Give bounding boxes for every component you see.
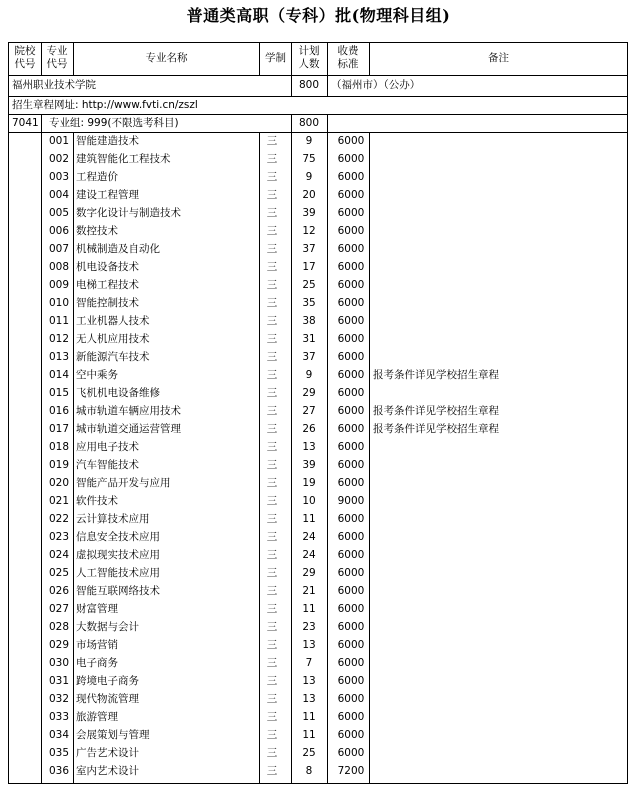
- major-name: 城市轨道车辆应用技术: [76, 405, 181, 417]
- major-code: 026: [49, 585, 70, 597]
- major-code: 031: [49, 675, 70, 687]
- major-name: 云计算技术应用: [76, 513, 150, 525]
- major-plan: 11: [302, 603, 316, 615]
- major-code: 011: [49, 315, 70, 327]
- major-fee: 6000: [337, 189, 365, 201]
- major-length: 三: [266, 225, 278, 237]
- table-row: [9, 313, 627, 331]
- major-fee: 6000: [337, 405, 365, 417]
- major-length: 三: [266, 387, 278, 399]
- major-plan: 17: [302, 261, 316, 273]
- major-code: 009: [49, 279, 70, 291]
- major-fee: 6000: [337, 477, 365, 489]
- major-plan: 7: [305, 657, 313, 669]
- major-name: 智能建造技术: [76, 135, 139, 147]
- table-row: [9, 133, 627, 151]
- major-code: 034: [49, 729, 70, 741]
- major-plan: 35: [302, 297, 316, 309]
- table-row: [9, 277, 627, 295]
- table-row: [9, 511, 627, 529]
- major-code: 012: [49, 333, 70, 345]
- table-row: [9, 223, 627, 241]
- major-fee: 6000: [337, 729, 365, 741]
- table-row: [9, 295, 627, 313]
- major-fee: 6000: [337, 441, 365, 453]
- major-name: 电子商务: [76, 657, 118, 669]
- major-plan: 9: [305, 369, 313, 381]
- major-plan: 25: [302, 279, 316, 291]
- table-row: [9, 457, 627, 475]
- major-length: 三: [266, 405, 278, 417]
- major-length: 三: [266, 423, 278, 435]
- major-length: 三: [266, 711, 278, 723]
- major-name: 建筑智能化工程技术: [76, 153, 171, 165]
- header-school-code: 院校代号: [14, 45, 36, 70]
- major-fee: 6000: [337, 621, 365, 633]
- major-length: 三: [266, 657, 278, 669]
- table-row: [9, 367, 627, 385]
- admission-table: [8, 42, 628, 784]
- major-fee: 6000: [337, 567, 365, 579]
- table-row: [9, 655, 627, 673]
- major-plan: 25: [302, 747, 316, 759]
- major-fee: 9000: [337, 495, 365, 507]
- header-length: 学制: [265, 52, 286, 64]
- major-note: 报考条件详见学校招生章程: [373, 423, 499, 435]
- col-divider: [327, 43, 328, 96]
- table-row: [9, 241, 627, 259]
- major-name: 旅游管理: [76, 711, 118, 723]
- website-divider: [9, 96, 627, 97]
- major-length: 三: [266, 585, 278, 597]
- major-name: 虚拟现实技术应用: [76, 549, 160, 561]
- major-fee: 6000: [337, 657, 365, 669]
- major-fee: 6000: [337, 639, 365, 651]
- major-fee: 6000: [337, 135, 365, 147]
- table-row: [9, 727, 627, 745]
- group-plan: 800: [298, 117, 320, 129]
- major-plan: 39: [302, 207, 316, 219]
- major-code: 027: [49, 603, 70, 615]
- major-length: 三: [266, 549, 278, 561]
- major-name: 信息安全技术应用: [76, 531, 160, 543]
- major-length: 三: [266, 567, 278, 579]
- table-row: [9, 403, 627, 421]
- table-row: [9, 637, 627, 655]
- major-code: 005: [49, 207, 70, 219]
- major-code: 033: [49, 711, 70, 723]
- major-plan: 23: [302, 621, 316, 633]
- major-plan: 37: [302, 243, 316, 255]
- table-row: [9, 565, 627, 583]
- major-name: 现代物流管理: [76, 693, 139, 705]
- major-name: 工程造价: [76, 171, 118, 183]
- major-plan: 24: [302, 549, 316, 561]
- header-major-name: 专业名称: [145, 52, 188, 64]
- major-name: 跨境电子商务: [76, 675, 139, 687]
- major-plan: 11: [302, 729, 316, 741]
- major-name: 人工智能技术应用: [76, 567, 160, 579]
- major-code: 030: [49, 657, 70, 669]
- table-row: [9, 601, 627, 619]
- table-row: [9, 187, 627, 205]
- table-row: [9, 331, 627, 349]
- major-name: 工业机器人技术: [76, 315, 150, 327]
- major-name: 飞机机电设备维修: [76, 387, 160, 399]
- major-length: 三: [266, 621, 278, 633]
- group-label: 专业组: 999(不限选考科目): [49, 117, 179, 129]
- major-fee: 7200: [337, 765, 365, 777]
- major-fee: 6000: [337, 261, 365, 273]
- major-name: 应用电子技术: [76, 441, 139, 453]
- major-plan: 26: [302, 423, 316, 435]
- major-fee: 6000: [337, 711, 365, 723]
- major-plan: 9: [305, 135, 313, 147]
- major-fee: 6000: [337, 207, 365, 219]
- major-name: 广告艺术设计: [76, 747, 139, 759]
- major-code: 001: [49, 135, 70, 147]
- major-name: 会展策划与管理: [76, 729, 150, 741]
- table-row: [9, 583, 627, 601]
- table-row: [9, 493, 627, 511]
- major-code: 008: [49, 261, 70, 273]
- major-fee: 6000: [337, 459, 365, 471]
- school-name: 福州职业技术学院: [12, 79, 96, 91]
- major-fee: 6000: [337, 153, 365, 165]
- major-length: 三: [266, 441, 278, 453]
- major-code: 017: [49, 423, 70, 435]
- major-code: 020: [49, 477, 70, 489]
- major-fee: 6000: [337, 279, 365, 291]
- table-row: [9, 475, 627, 493]
- major-length: 三: [266, 369, 278, 381]
- major-plan: 38: [302, 315, 316, 327]
- major-plan: 24: [302, 531, 316, 543]
- major-fee: 6000: [337, 297, 365, 309]
- major-fee: 6000: [337, 351, 365, 363]
- major-length: 三: [266, 765, 278, 777]
- major-plan: 19: [302, 477, 316, 489]
- major-note: 报考条件详见学校招生章程: [373, 405, 499, 417]
- major-length: 三: [266, 603, 278, 615]
- major-name: 新能源汽车技术: [76, 351, 150, 363]
- major-length: 三: [266, 729, 278, 741]
- major-plan: 39: [302, 459, 316, 471]
- major-fee: 6000: [337, 423, 365, 435]
- group-code: 7041: [12, 117, 39, 129]
- header-fee: 收费标准: [337, 45, 359, 70]
- major-code: 021: [49, 495, 70, 507]
- major-note: 报考条件详见学校招生章程: [373, 369, 499, 381]
- major-code: 006: [49, 225, 70, 237]
- major-length: 三: [266, 333, 278, 345]
- major-length: 三: [266, 693, 278, 705]
- major-length: 三: [266, 315, 278, 327]
- header-major-code: 专业代号: [46, 45, 68, 70]
- major-name: 空中乘务: [76, 369, 118, 381]
- major-plan: 8: [305, 765, 313, 777]
- table-row: [9, 691, 627, 709]
- header-plan: 计划人数: [298, 45, 320, 70]
- major-fee: 6000: [337, 243, 365, 255]
- header-divider: [9, 75, 627, 76]
- major-code: 025: [49, 567, 70, 579]
- major-code: 032: [49, 693, 70, 705]
- table-row: [9, 421, 627, 439]
- major-code: 016: [49, 405, 70, 417]
- major-plan: 21: [302, 585, 316, 597]
- major-code: 035: [49, 747, 70, 759]
- major-length: 三: [266, 243, 278, 255]
- major-length: 三: [266, 531, 278, 543]
- major-length: 三: [266, 513, 278, 525]
- major-code: 018: [49, 441, 70, 453]
- major-fee: 6000: [337, 693, 365, 705]
- school-divider: [9, 114, 627, 115]
- major-code: 023: [49, 531, 70, 543]
- page-title: 普通类高职（专科）批(物理科目组): [186, 6, 451, 25]
- major-fee: 6000: [337, 513, 365, 525]
- major-plan: 11: [302, 711, 316, 723]
- major-fee: 6000: [337, 747, 365, 759]
- major-name: 数控技术: [76, 225, 118, 237]
- major-code: 029: [49, 639, 70, 651]
- major-plan: 13: [302, 441, 316, 453]
- major-length: 三: [266, 297, 278, 309]
- school-plan: 800: [298, 79, 320, 91]
- major-code: 010: [49, 297, 70, 309]
- major-code: 036: [49, 765, 70, 777]
- major-length: 三: [266, 639, 278, 651]
- major-fee: 6000: [337, 549, 365, 561]
- table-row: [9, 205, 627, 223]
- major-code: 004: [49, 189, 70, 201]
- major-length: 三: [266, 261, 278, 273]
- major-fee: 6000: [337, 387, 365, 399]
- major-length: 三: [266, 153, 278, 165]
- major-name: 智能控制技术: [76, 297, 139, 309]
- major-fee: 6000: [337, 333, 365, 345]
- major-plan: 13: [302, 675, 316, 687]
- table-row: [9, 619, 627, 637]
- table-row: [9, 439, 627, 457]
- major-plan: 31: [302, 333, 316, 345]
- major-code: 013: [49, 351, 70, 363]
- table-row: [9, 709, 627, 727]
- major-code: 019: [49, 459, 70, 471]
- major-fee: 6000: [337, 225, 365, 237]
- major-name: 市场营销: [76, 639, 118, 651]
- major-code: 014: [49, 369, 70, 381]
- major-fee: 6000: [337, 369, 365, 381]
- major-name: 智能互联网络技术: [76, 585, 160, 597]
- table-row: [9, 673, 627, 691]
- major-length: 三: [266, 351, 278, 363]
- major-length: 三: [266, 171, 278, 183]
- table-row: [9, 151, 627, 169]
- major-plan: 20: [302, 189, 316, 201]
- major-length: 三: [266, 279, 278, 291]
- major-plan: 11: [302, 513, 316, 525]
- major-fee: 6000: [337, 675, 365, 687]
- major-length: 三: [266, 207, 278, 219]
- header-note: 备注: [488, 52, 509, 64]
- major-name: 大数据与会计: [76, 621, 139, 633]
- major-fee: 6000: [337, 315, 365, 327]
- school-website: 招生章程网址: http://www.fvti.cn/zszl: [12, 99, 198, 111]
- major-name: 智能产品开发与应用: [76, 477, 171, 489]
- major-plan: 37: [302, 351, 316, 363]
- major-name: 机械制造及自动化: [76, 243, 160, 255]
- major-name: 电梯工程技术: [76, 279, 139, 291]
- major-name: 财富管理: [76, 603, 118, 615]
- major-code: 028: [49, 621, 70, 633]
- table-row: [9, 385, 627, 403]
- major-plan: 13: [302, 693, 316, 705]
- major-plan: 12: [302, 225, 316, 237]
- major-name: 汽车智能技术: [76, 459, 139, 471]
- table-row: [9, 529, 627, 547]
- major-plan: 29: [302, 387, 316, 399]
- major-plan: 75: [302, 153, 316, 165]
- major-fee: 6000: [337, 603, 365, 615]
- major-code: 002: [49, 153, 70, 165]
- table-row: [9, 745, 627, 763]
- major-code: 022: [49, 513, 70, 525]
- major-fee: 6000: [337, 171, 365, 183]
- major-fee: 6000: [337, 585, 365, 597]
- table-row: [9, 259, 627, 277]
- major-length: 三: [266, 135, 278, 147]
- major-plan: 27: [302, 405, 316, 417]
- school-location: （福州市）（公办）: [331, 79, 421, 91]
- major-name: 数字化设计与制造技术: [76, 207, 181, 219]
- major-plan: 29: [302, 567, 316, 579]
- major-length: 三: [266, 747, 278, 759]
- major-length: 三: [266, 459, 278, 471]
- major-code: 015: [49, 387, 70, 399]
- major-plan: 9: [305, 171, 313, 183]
- major-plan: 10: [302, 495, 316, 507]
- major-code: 024: [49, 549, 70, 561]
- major-name: 软件技术: [76, 495, 118, 507]
- major-length: 三: [266, 189, 278, 201]
- major-name: 室内艺术设计: [76, 765, 139, 777]
- major-length: 三: [266, 477, 278, 489]
- table-row: [9, 169, 627, 187]
- major-code: 003: [49, 171, 70, 183]
- major-name: 城市轨道交通运营管理: [76, 423, 181, 435]
- major-name: 机电设备技术: [76, 261, 139, 273]
- major-plan: 13: [302, 639, 316, 651]
- major-code: 007: [49, 243, 70, 255]
- table-row: [9, 349, 627, 367]
- major-name: 建设工程管理: [76, 189, 139, 201]
- major-length: 三: [266, 495, 278, 507]
- major-fee: 6000: [337, 531, 365, 543]
- major-name: 无人机应用技术: [76, 333, 150, 345]
- table-row: [9, 547, 627, 565]
- table-row: [9, 763, 627, 781]
- major-length: 三: [266, 675, 278, 687]
